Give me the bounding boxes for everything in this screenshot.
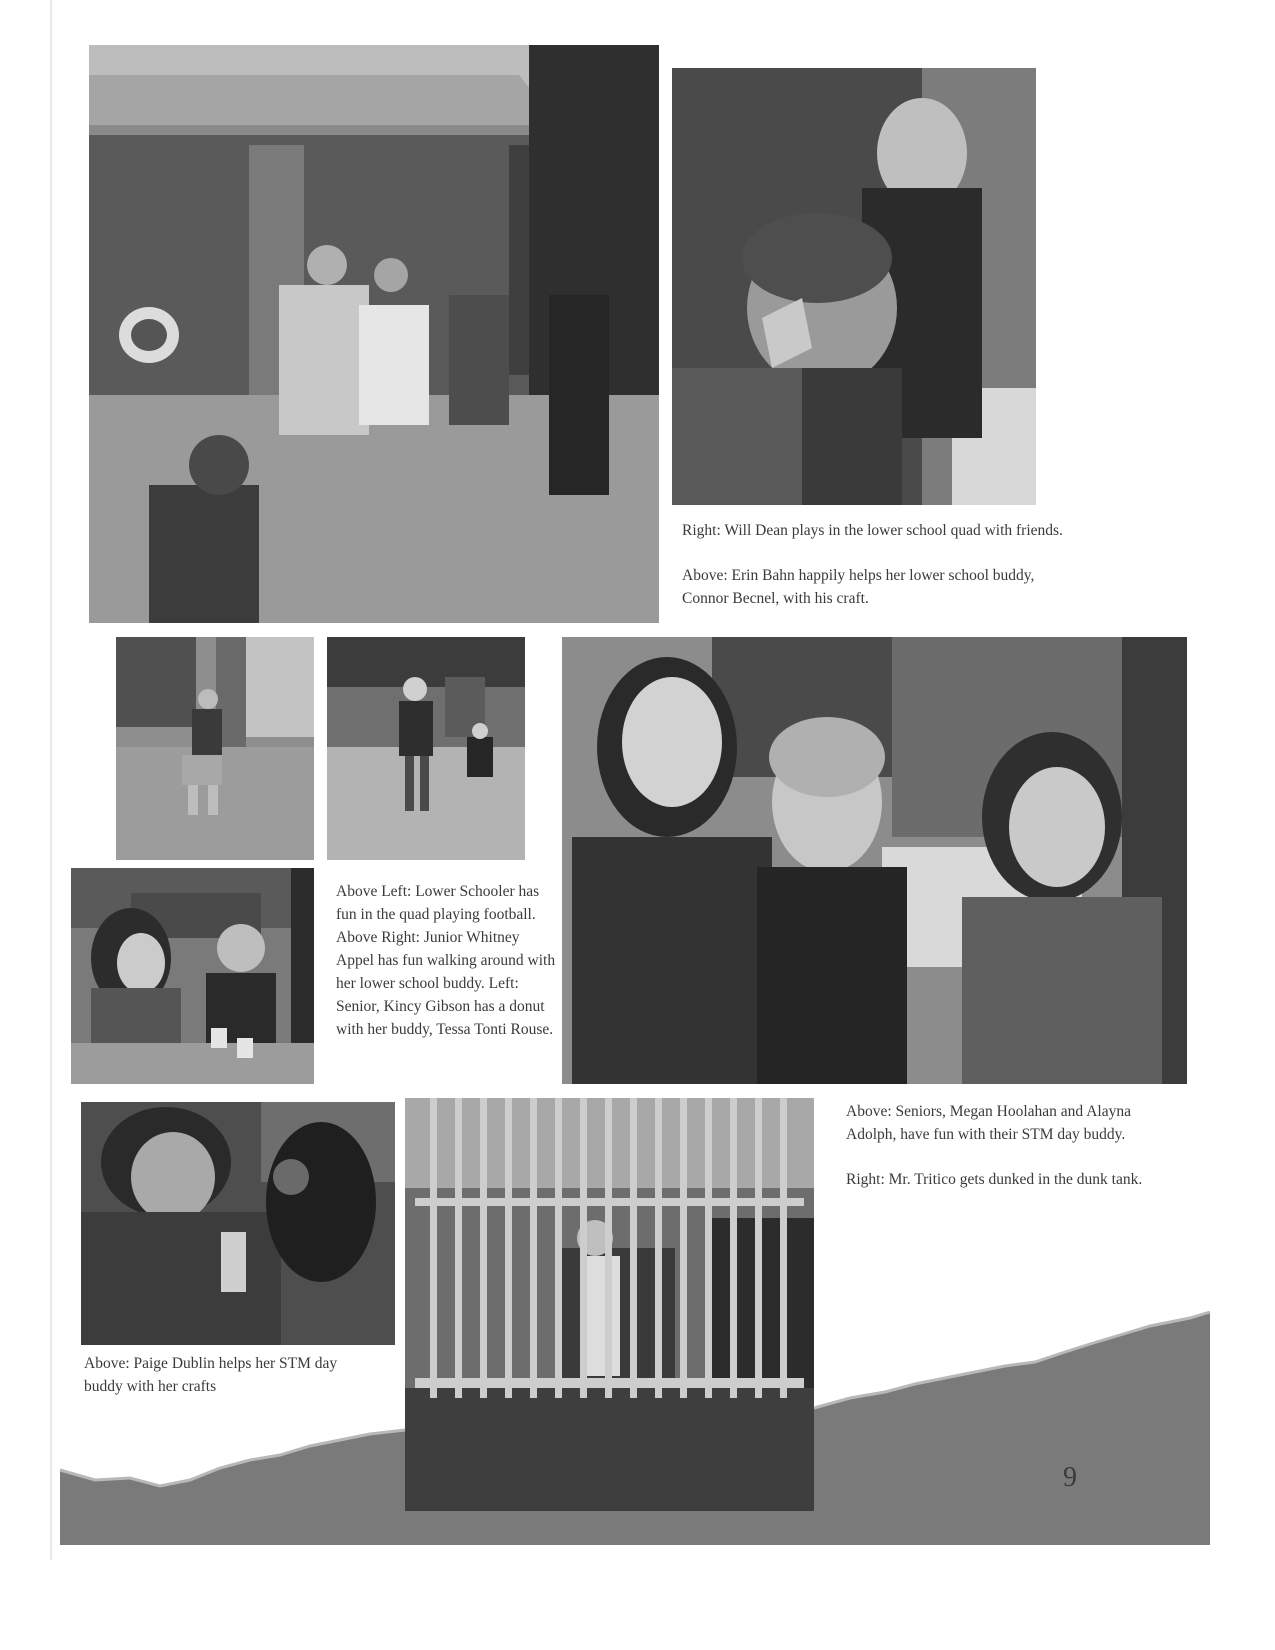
caption-paige-dublin: Above: Paige Dublin helps her STM day buddy with her crafts	[84, 1355, 338, 1395]
caption-megan-alayna: Above: Seniors, Megan Hoolahan and Alayna Adolph, have fun with their STM day buddy.	[846, 1103, 1131, 1143]
caption-middle-left	[336, 880, 558, 1041]
caption-mr-tritico: Right: Mr. Tritico gets dunked in the dunk tank.	[846, 1171, 1143, 1188]
caption-will-dean: Right: Will Dean plays in the lower school quad with friends.	[682, 522, 1063, 539]
caption-erin-bahn: Above: Erin Bahn happily helps her lower school buddy, Connor Becnel, with his craft.	[682, 567, 1035, 607]
caption-bottom-left	[84, 1352, 374, 1398]
caption-bottom-right	[846, 1100, 1146, 1191]
caption-top-right	[682, 519, 1102, 610]
page-number: 9	[1063, 1462, 1077, 1493]
caption-lower-schooler-whitney-kincy: Above Left: Lower Schooler has fun in the quad playing football. Above Right: Junior Whitney Appel has fun walking around with her lower school buddy. Left: Senior, Kincy Gibson has a donut with her buddy, Tessa Tonti Rouse.	[336, 883, 556, 1038]
